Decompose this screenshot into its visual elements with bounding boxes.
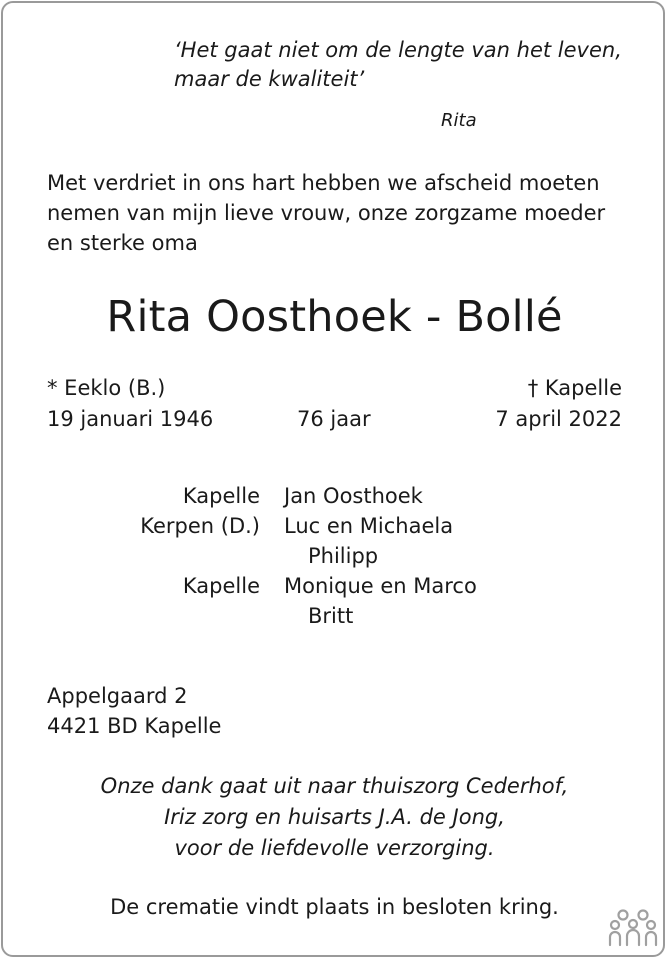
quote-author: Rita — [441, 110, 477, 131]
life-dates — [47, 373, 622, 435]
family-place: Kapelle — [182, 484, 260, 508]
intro-line-1: Met verdriet in ons hart hebben we afscheid moeten — [47, 171, 600, 195]
death-date: 7 april 2022 — [495, 407, 622, 431]
thanks-text — [0, 771, 669, 864]
age: 76 jaar — [297, 407, 371, 431]
death-place: † Kapelle — [527, 376, 622, 400]
birth-place: * Eeklo (B.) — [47, 376, 166, 400]
family-names: Monique en Marco — [284, 574, 477, 598]
quote — [174, 36, 622, 94]
family-names: Jan Oosthoek — [284, 484, 423, 508]
intro-text — [47, 168, 605, 258]
family-list — [0, 481, 669, 631]
address-street: Appelgaard 2 — [47, 684, 188, 708]
correspondence-address — [47, 681, 221, 741]
family-names: Luc en Michaela — [284, 514, 454, 538]
address-city: 4421 BD Kapelle — [47, 714, 222, 738]
people-group-icon — [608, 905, 658, 947]
intro-line-2: nemen van mijn lieve vrouw, onze zorgzame moeder — [47, 201, 606, 225]
quote-line-1: ‘Het gaat niet om de lengte van het leven, — [174, 38, 622, 62]
intro-line-3: en sterke oma — [47, 231, 198, 255]
deceased-name: Rita Oosthoek - Bollé — [106, 292, 563, 342]
family-row — [0, 571, 669, 601]
family-row — [0, 601, 669, 631]
birth-date: 19 januari 1946 — [47, 407, 214, 431]
family-place: Kapelle — [182, 574, 260, 598]
family-names: Philipp — [308, 544, 379, 568]
family-row — [0, 541, 669, 571]
thanks-line-1: Onze dank gaat uit naar thuiszorg Cederhof, — [100, 774, 569, 798]
quote-line-2: maar de kwaliteit’ — [174, 67, 365, 91]
thanks-line-2: Iriz zorg en huisarts J.A. de Jong, — [164, 805, 505, 829]
family-place: Kerpen (D.) — [140, 514, 260, 538]
family-row — [0, 481, 669, 511]
thanks-line-3: voor de liefdevolle verzorging. — [174, 836, 495, 860]
cremation-notice: De crematie vindt plaats in besloten kring. — [110, 895, 559, 919]
family-names: Britt — [308, 604, 354, 628]
family-row — [0, 511, 669, 541]
